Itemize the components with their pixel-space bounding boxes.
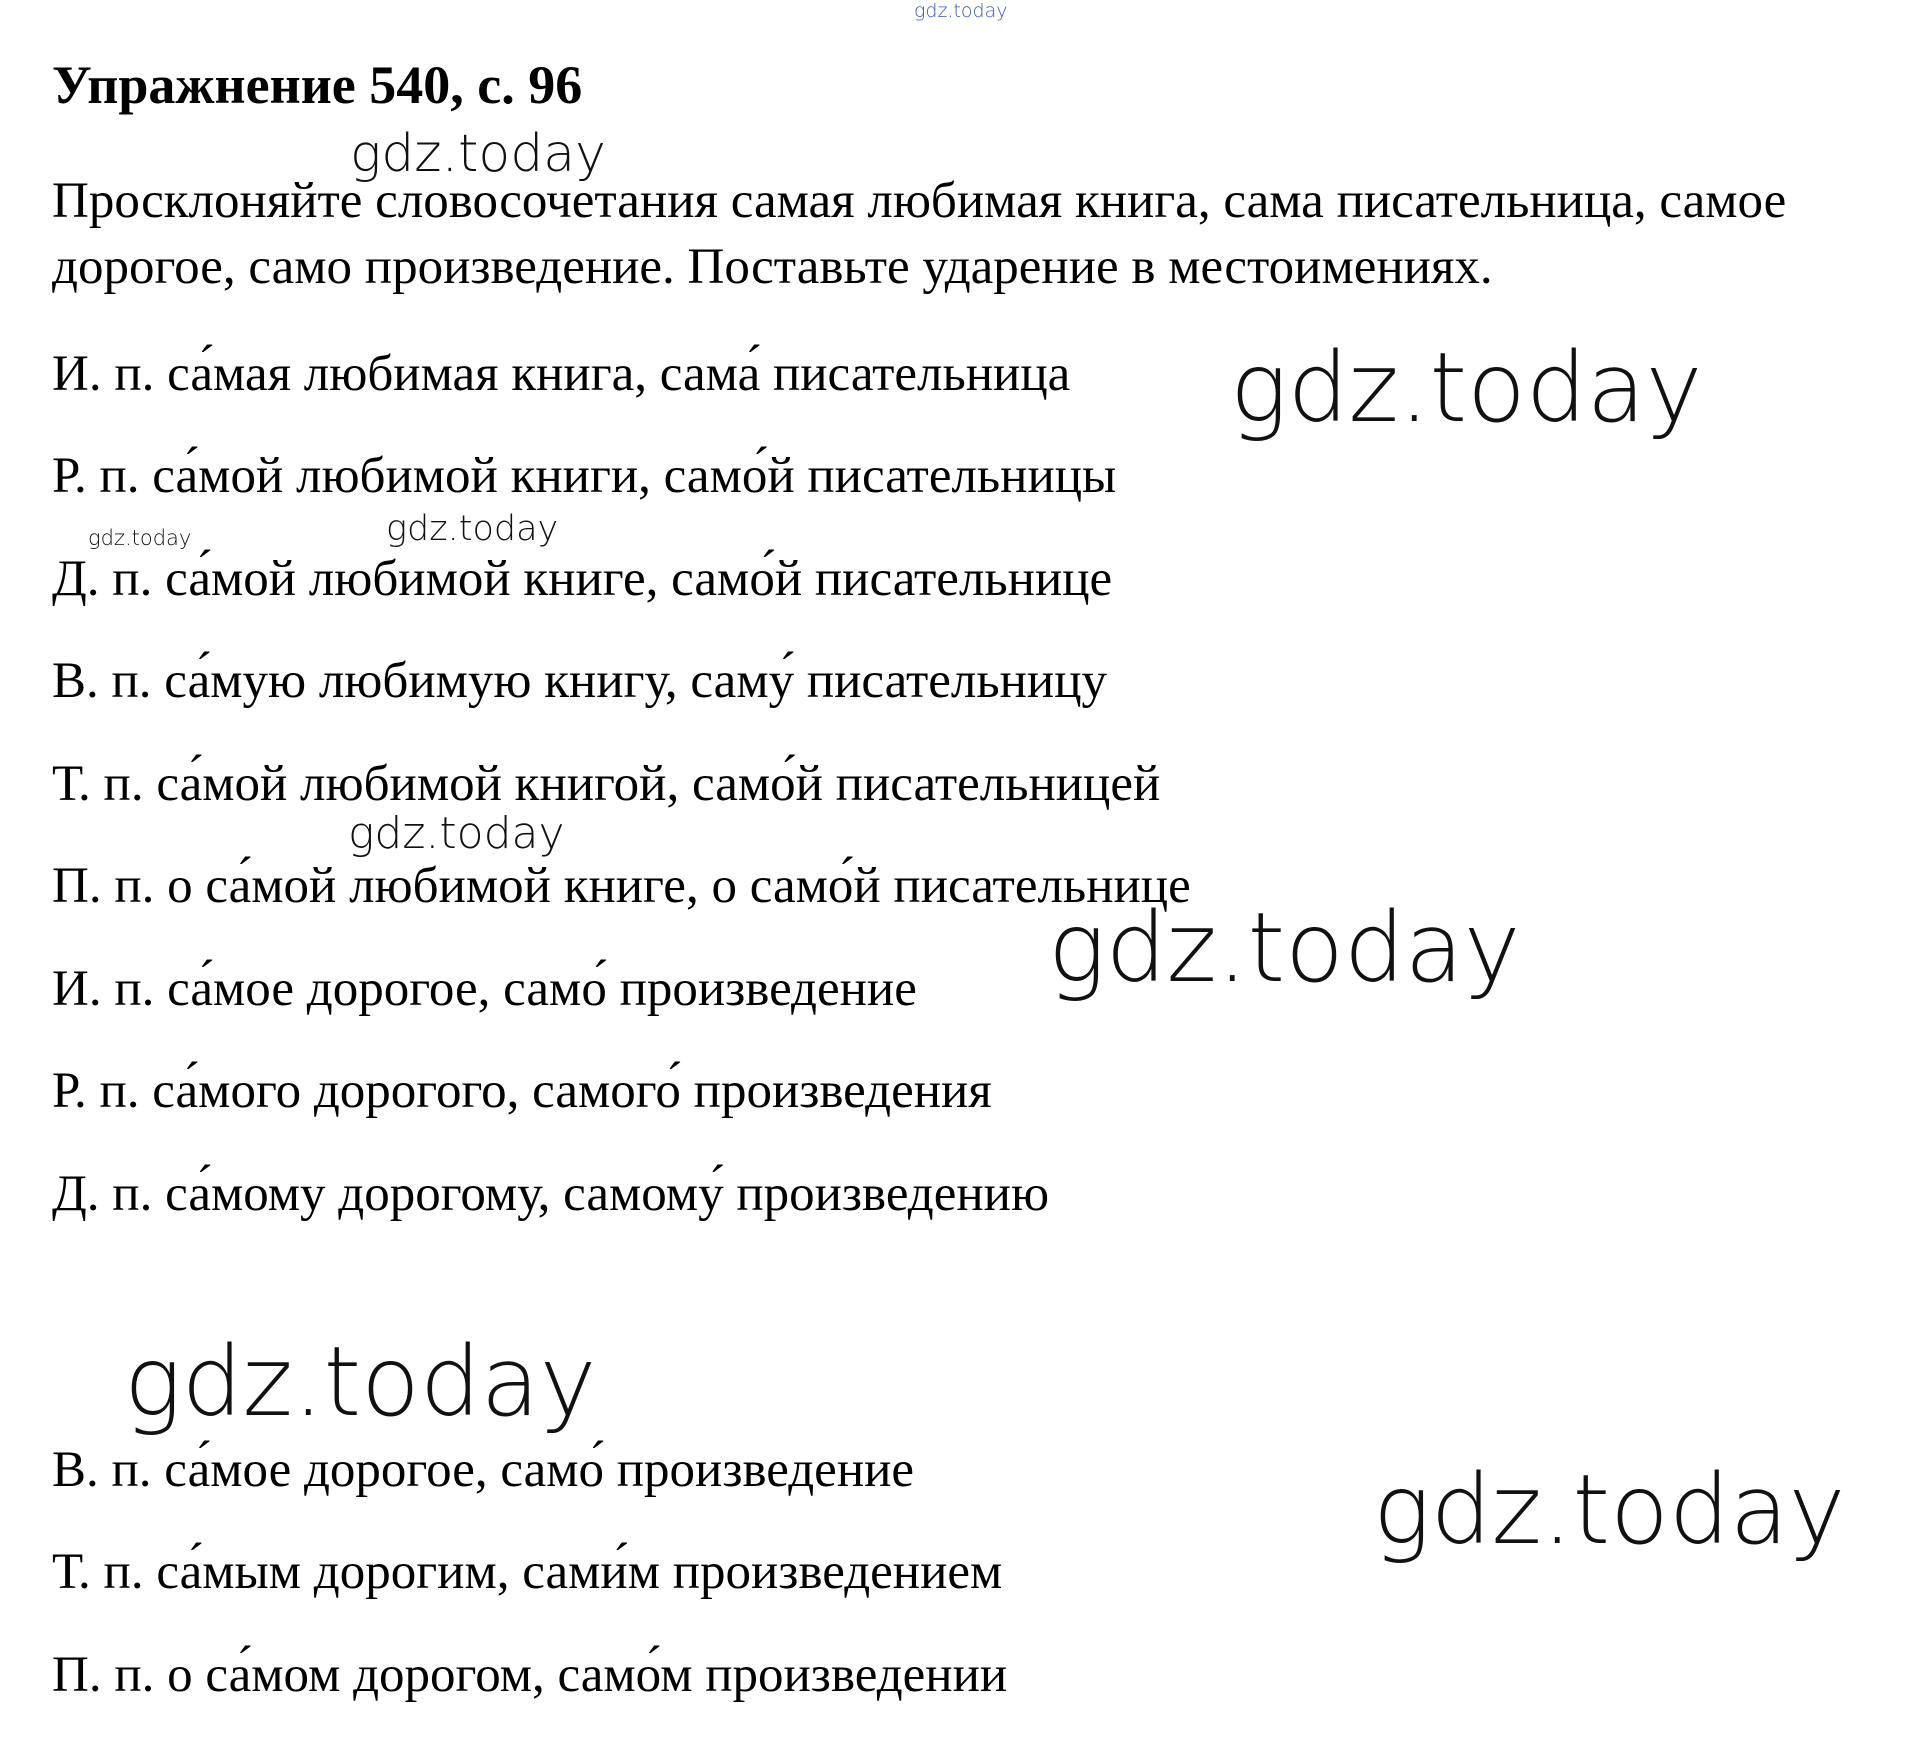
- task-text: Просклоняйте словосочетания самая любимая книга, сама писательница, самое дорогое, само произведение. Поставьте ударение в местоимениях.: [52, 173, 1787, 295]
- declension-line: В. п. са́мое дорогое, само́ произведение: [52, 1442, 915, 1498]
- watermark: gdz.today: [1373, 1454, 1846, 1566]
- watermark: gdz.today: [124, 1326, 597, 1438]
- exercise-title: Упражнение 540, с. 96: [52, 55, 583, 115]
- declension-line: В. п. са́мую любимую книгу, саму́ писательницу: [52, 653, 1108, 709]
- declension-line: П. п. о са́мой любимой книге, о само́й писательнице: [52, 858, 1191, 914]
- declension-line: Р. п. са́мой любимой книги, само́й писательницы: [52, 448, 1117, 504]
- declension-line: П. п. о са́мом дорогом, само́м произведении: [52, 1647, 1008, 1703]
- declension-line: И. п. са́мое дорогое, само́ произведение: [52, 961, 917, 1017]
- watermark: gdz.today: [1230, 332, 1703, 444]
- watermark: gdz.today: [1048, 892, 1521, 1004]
- declension-line: Т. п. са́мой любимой книгой, само́й писательницей: [52, 756, 1161, 812]
- declension-line: Р. п. са́мого дорогого, самого́ произведения: [52, 1063, 992, 1119]
- declension-line: Д. п. са́мой любимой книге, само́й писательнице: [52, 551, 1113, 607]
- watermark: gdz.today: [386, 509, 559, 549]
- declension-line: Т. п. са́мым дорогим, сами́м произведением: [52, 1544, 1003, 1600]
- watermark: gdz.today: [88, 526, 192, 550]
- watermark: gdz.today: [348, 808, 565, 859]
- declension-line: И. п. са́мая любимая книга, сама́ писательница: [52, 346, 1071, 402]
- declension-line: Д. п. са́мому дорогому, самому́ произведению: [52, 1166, 1050, 1222]
- watermark: gdz.today: [350, 124, 606, 184]
- top-watermark: gdz.today: [914, 0, 1008, 22]
